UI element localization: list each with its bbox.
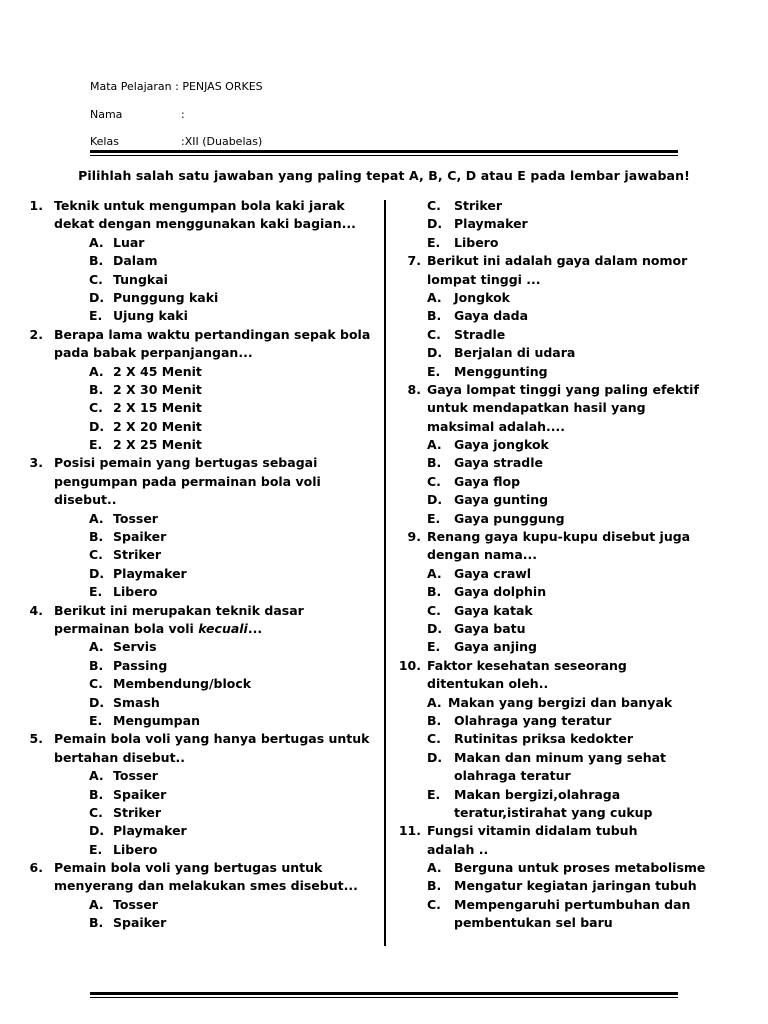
answer-option [0, 675, 384, 693]
option-letter: A. [89, 363, 104, 379]
option-text: Berjalan di udara [454, 345, 576, 361]
answer-option [0, 307, 384, 325]
question-text: Fungsi vitamin didalam tubuh [427, 823, 638, 839]
instruction-text: Pilihlah salah satu jawaban yang paling tepat A, B, C, D atau E pada lembar jawaban! [78, 168, 690, 183]
question-line [386, 399, 768, 417]
question-line [0, 326, 384, 344]
option-letter: B. [89, 786, 104, 802]
option-text: Stradle [454, 326, 506, 342]
question-text: Pemain bola voli yang bertugas untuk [54, 860, 323, 876]
question-item [386, 657, 768, 823]
option-text: Spaiker [113, 786, 167, 802]
option-text: Playmaker [454, 216, 528, 232]
option-letter: C. [89, 804, 103, 820]
question-text-segment: permainan bola voli [54, 620, 199, 636]
option-text: Tungkai [113, 271, 168, 287]
name-label: Nama [90, 108, 123, 121]
option-text: Ujung kaki [113, 308, 188, 324]
answer-option [386, 859, 768, 877]
answer-option-continuation [386, 804, 768, 822]
option-letter: D. [427, 620, 443, 636]
question-line [0, 620, 384, 638]
answer-option [386, 454, 768, 472]
question-text: Berapa lama waktu pertandingan sepak bola [54, 326, 371, 342]
question-line [386, 252, 768, 270]
option-letter: B. [89, 381, 104, 397]
option-text: Playmaker [113, 565, 187, 581]
question-line [0, 602, 384, 620]
question-text: ditentukan oleh.. [427, 676, 549, 692]
question-item [386, 252, 768, 381]
option-text: Olahraga yang teratur [454, 712, 612, 728]
option-letter: D. [427, 345, 443, 361]
option-letter: D. [89, 823, 105, 839]
option-text: Makan bergizi,olahraga [454, 786, 621, 802]
option-text: Makan yang bergizi dan banyak [448, 694, 673, 710]
option-letter: D. [89, 694, 105, 710]
option-text: Jongkok [454, 289, 510, 305]
option-letter: D. [427, 216, 443, 232]
option-letter: A. [89, 234, 104, 250]
question-text: Pemain bola voli yang hanya bertugas untuk [54, 731, 370, 747]
option-letter: A. [427, 289, 442, 305]
option-text: Gaya katak [454, 602, 533, 618]
header-rule-thin [90, 155, 678, 156]
question-item [386, 822, 768, 932]
answer-option [386, 307, 768, 325]
question-line [0, 730, 384, 748]
question-line [0, 215, 384, 233]
option-letter: E. [89, 437, 103, 453]
option-letter: D. [89, 565, 105, 581]
question-line [386, 841, 768, 859]
answer-option [0, 638, 384, 656]
option-letter: E. [427, 363, 441, 379]
left-question-column [0, 197, 384, 933]
option-letter: A. [89, 896, 104, 912]
option-letter: B. [427, 712, 442, 728]
name-colon: : [181, 108, 185, 121]
option-letter: C. [89, 676, 103, 692]
answer-option [0, 528, 384, 546]
option-letter: E. [89, 308, 103, 324]
answer-option [386, 565, 768, 583]
option-text: Gaya crawl [454, 565, 532, 581]
answer-option [386, 620, 768, 638]
question-text: disebut.. [54, 492, 117, 508]
class-value: :XII (Duabelas) [181, 135, 263, 148]
answer-option [0, 436, 384, 454]
question-line [0, 473, 384, 491]
question-line [386, 822, 768, 840]
question-text: Gaya lompat tinggi yang paling efektif [427, 381, 699, 397]
option-text: Playmaker [113, 823, 187, 839]
question-text: untuk mendapatkan hasil yang [427, 400, 646, 416]
answer-option [0, 418, 384, 436]
question-text: dekat dengan menggunakan kaki bagian... [54, 216, 356, 232]
answer-option [386, 197, 768, 215]
option-text: Gaya jongkok [454, 437, 549, 453]
question-line [386, 528, 768, 546]
option-text: 2 X 15 Menit [113, 400, 202, 416]
answer-option [386, 583, 768, 601]
option-letter: E. [427, 786, 441, 802]
question-number: 5. [29, 731, 43, 747]
question-number: 8. [407, 381, 421, 397]
answer-option [0, 289, 384, 307]
question-line [0, 877, 384, 895]
right-question-column [386, 197, 768, 933]
question-text: Teknik untuk mengumpan bola kaki jarak [54, 198, 345, 213]
option-letter: E. [427, 510, 441, 526]
option-letter: E. [89, 841, 103, 857]
question-line [0, 859, 384, 877]
option-text: Gaya flop [454, 473, 521, 489]
option-text: Tosser [113, 768, 158, 784]
answer-option [386, 326, 768, 344]
question-item [386, 381, 768, 528]
option-letter: D. [427, 492, 443, 508]
question-item [0, 602, 384, 731]
option-letter: C. [89, 547, 103, 563]
answer-option [0, 712, 384, 730]
option-text: Striker [454, 198, 503, 213]
answer-option [386, 694, 768, 712]
question-line [386, 381, 768, 399]
question-line [0, 454, 384, 472]
question-line [386, 657, 768, 675]
footer-rule-thick [90, 992, 678, 995]
answer-option [0, 381, 384, 399]
option-text: Spaiker [113, 529, 167, 545]
option-text: 2 X 20 Menit [113, 418, 202, 434]
option-text: 2 X 30 Menit [113, 381, 202, 397]
option-text-continuation: teratur,istirahat yang cukup [454, 804, 653, 820]
answer-option [0, 363, 384, 381]
answer-option [0, 565, 384, 583]
question-number: 3. [29, 455, 43, 471]
answer-option [0, 399, 384, 417]
question-item [0, 326, 384, 455]
question-item [0, 197, 384, 326]
answer-option [386, 234, 768, 252]
option-text: Libero [113, 584, 158, 600]
option-letter: B. [89, 529, 104, 545]
answer-option-continuation [386, 767, 768, 785]
answer-option [386, 877, 768, 895]
answer-option [0, 657, 384, 675]
answer-option [386, 730, 768, 748]
option-letter: C. [89, 271, 103, 287]
option-letter: C. [427, 473, 441, 489]
option-letter: A. [89, 768, 104, 784]
option-text: Gaya gunting [454, 492, 549, 508]
question-text: Posisi pemain yang bertugas sebagai [54, 455, 318, 471]
class-line [90, 135, 390, 148]
option-text-continuation: olahraga teratur [454, 768, 571, 784]
answer-option [386, 510, 768, 528]
subject-label: Mata Pelajaran : PENJAS ORKES [90, 80, 263, 93]
emphasis-text: kecuali [198, 620, 248, 636]
header-rule-thick [90, 150, 678, 153]
question-item [0, 730, 384, 859]
option-text: Berguna untuk proses metabolisme [454, 860, 706, 876]
option-letter: A. [427, 860, 442, 876]
answer-option [386, 289, 768, 307]
question-line [386, 418, 768, 436]
question-text: Berikut ini merupakan teknik dasar [54, 602, 304, 618]
question-line [0, 749, 384, 767]
answer-option [386, 436, 768, 454]
question-item [0, 454, 384, 601]
option-letter: C. [427, 896, 441, 912]
option-letter: C. [427, 731, 441, 747]
question-line [386, 271, 768, 289]
question-number: 7. [407, 253, 421, 269]
answer-option [386, 344, 768, 362]
question-number: 2. [29, 326, 43, 342]
option-text: Mengumpan [113, 712, 200, 728]
option-text: Gaya anjing [454, 639, 537, 655]
question-text [54, 620, 262, 638]
answer-option [0, 252, 384, 270]
answer-option [386, 749, 768, 767]
question-text: maksimal adalah.... [427, 418, 566, 434]
answer-option [386, 215, 768, 233]
option-letter: A. [427, 565, 442, 581]
answer-option [0, 786, 384, 804]
option-letter: D. [89, 418, 105, 434]
option-text: Rutinitas priksa kedokter [454, 731, 634, 747]
question-line [0, 491, 384, 509]
option-text: Servis [113, 639, 157, 655]
option-text: Punggung kaki [113, 289, 219, 305]
option-letter: C. [427, 326, 441, 342]
option-letter: C. [427, 602, 441, 618]
question-line [386, 675, 768, 693]
answer-option [386, 491, 768, 509]
answer-option [0, 234, 384, 252]
option-letter: A. [427, 437, 442, 453]
question-number: 11. [398, 823, 421, 839]
option-text: Makan dan minum yang sehat [454, 749, 666, 765]
question-text: Berikut ini adalah gaya dalam nomor [427, 253, 688, 269]
answer-option [0, 914, 384, 932]
option-letter: D. [89, 289, 105, 305]
answer-option [386, 638, 768, 656]
option-letter: A. [89, 510, 104, 526]
option-letter: C. [89, 400, 103, 416]
option-letter: C. [427, 198, 441, 213]
answer-option [0, 841, 384, 859]
answer-option [0, 896, 384, 914]
option-text: Gaya dolphin [454, 584, 547, 600]
question-item [0, 859, 384, 933]
option-text: Gaya punggung [454, 510, 565, 526]
option-text: Smash [113, 694, 160, 710]
option-text: Tosser [113, 510, 158, 526]
option-letter: A. [427, 694, 442, 710]
question-text: adalah .. [427, 841, 489, 857]
option-text: Tosser [113, 896, 158, 912]
question-text: menyerang dan melakukan smes disebut... [54, 878, 358, 894]
option-letter: B. [89, 915, 104, 931]
option-text: Gaya batu [454, 620, 526, 636]
answer-option [0, 804, 384, 822]
option-text: Libero [113, 841, 158, 857]
question-text: pengumpan pada permainan bola voli [54, 473, 321, 489]
answer-option [386, 602, 768, 620]
question-text: Renang gaya kupu-kupu disebut juga [427, 529, 691, 545]
answer-option [386, 473, 768, 491]
question-text: pada babak perpanjangan... [54, 345, 253, 361]
option-letter: B. [427, 455, 442, 471]
option-text: Gaya dada [454, 308, 529, 324]
answer-option [0, 767, 384, 785]
question-text-segment: ... [247, 620, 263, 636]
answer-option [0, 694, 384, 712]
option-text: Spaiker [113, 915, 167, 931]
answer-option [386, 896, 768, 914]
question-number: 1. [29, 198, 43, 213]
option-letter: E. [427, 639, 441, 655]
answer-option [0, 583, 384, 601]
answer-option [386, 712, 768, 730]
option-letter: E. [89, 584, 103, 600]
question-number: 9. [407, 529, 421, 545]
option-letter: E. [427, 234, 441, 250]
option-text: Mengatur kegiatan jaringan tubuh [454, 878, 697, 894]
question-text: bertahan disebut.. [54, 749, 186, 765]
question-text: Faktor kesehatan seseorang [427, 657, 627, 673]
answer-option [0, 510, 384, 528]
question-text: dengan nama... [427, 547, 537, 563]
name-line [90, 108, 290, 121]
question-number: 4. [29, 602, 43, 618]
option-text: Dalam [113, 253, 158, 269]
option-text: Striker [113, 547, 162, 563]
option-text: Luar [113, 234, 145, 250]
footer-rule-thin [90, 997, 678, 998]
answer-option [0, 822, 384, 840]
question-line [386, 546, 768, 564]
question-item [386, 528, 768, 657]
question-number: 6. [29, 860, 43, 876]
option-letter: D. [427, 749, 443, 765]
option-text: Passing [113, 657, 168, 673]
option-text-continuation: pembentukan sel baru [454, 915, 613, 931]
option-letter: B. [89, 657, 104, 673]
question-line [0, 197, 384, 215]
option-text: Menggunting [454, 363, 548, 379]
answer-option [386, 786, 768, 804]
answer-option [386, 363, 768, 381]
option-text: Membendung/block [113, 676, 252, 692]
option-letter: B. [89, 253, 104, 269]
answer-option-continuation [386, 914, 768, 932]
option-text: Libero [454, 234, 499, 250]
question-line [0, 344, 384, 362]
question-text: lompat tinggi ... [427, 271, 541, 287]
subject-line [90, 80, 263, 93]
option-letter: B. [427, 878, 442, 894]
answer-option [0, 271, 384, 289]
option-letter: B. [427, 308, 442, 324]
option-text: 2 X 45 Menit [113, 363, 202, 379]
option-letter: B. [427, 584, 442, 600]
question-number: 10. [398, 657, 421, 673]
option-text: Mempengaruhi pertumbuhan dan [454, 896, 691, 912]
option-text: Striker [113, 804, 162, 820]
option-text: Gaya stradle [454, 455, 543, 471]
option-letter: E. [89, 712, 103, 728]
class-label: Kelas [90, 135, 119, 148]
option-letter: A. [89, 639, 104, 655]
question-item [386, 197, 768, 252]
option-text: 2 X 25 Menit [113, 437, 202, 453]
answer-option [0, 546, 384, 564]
